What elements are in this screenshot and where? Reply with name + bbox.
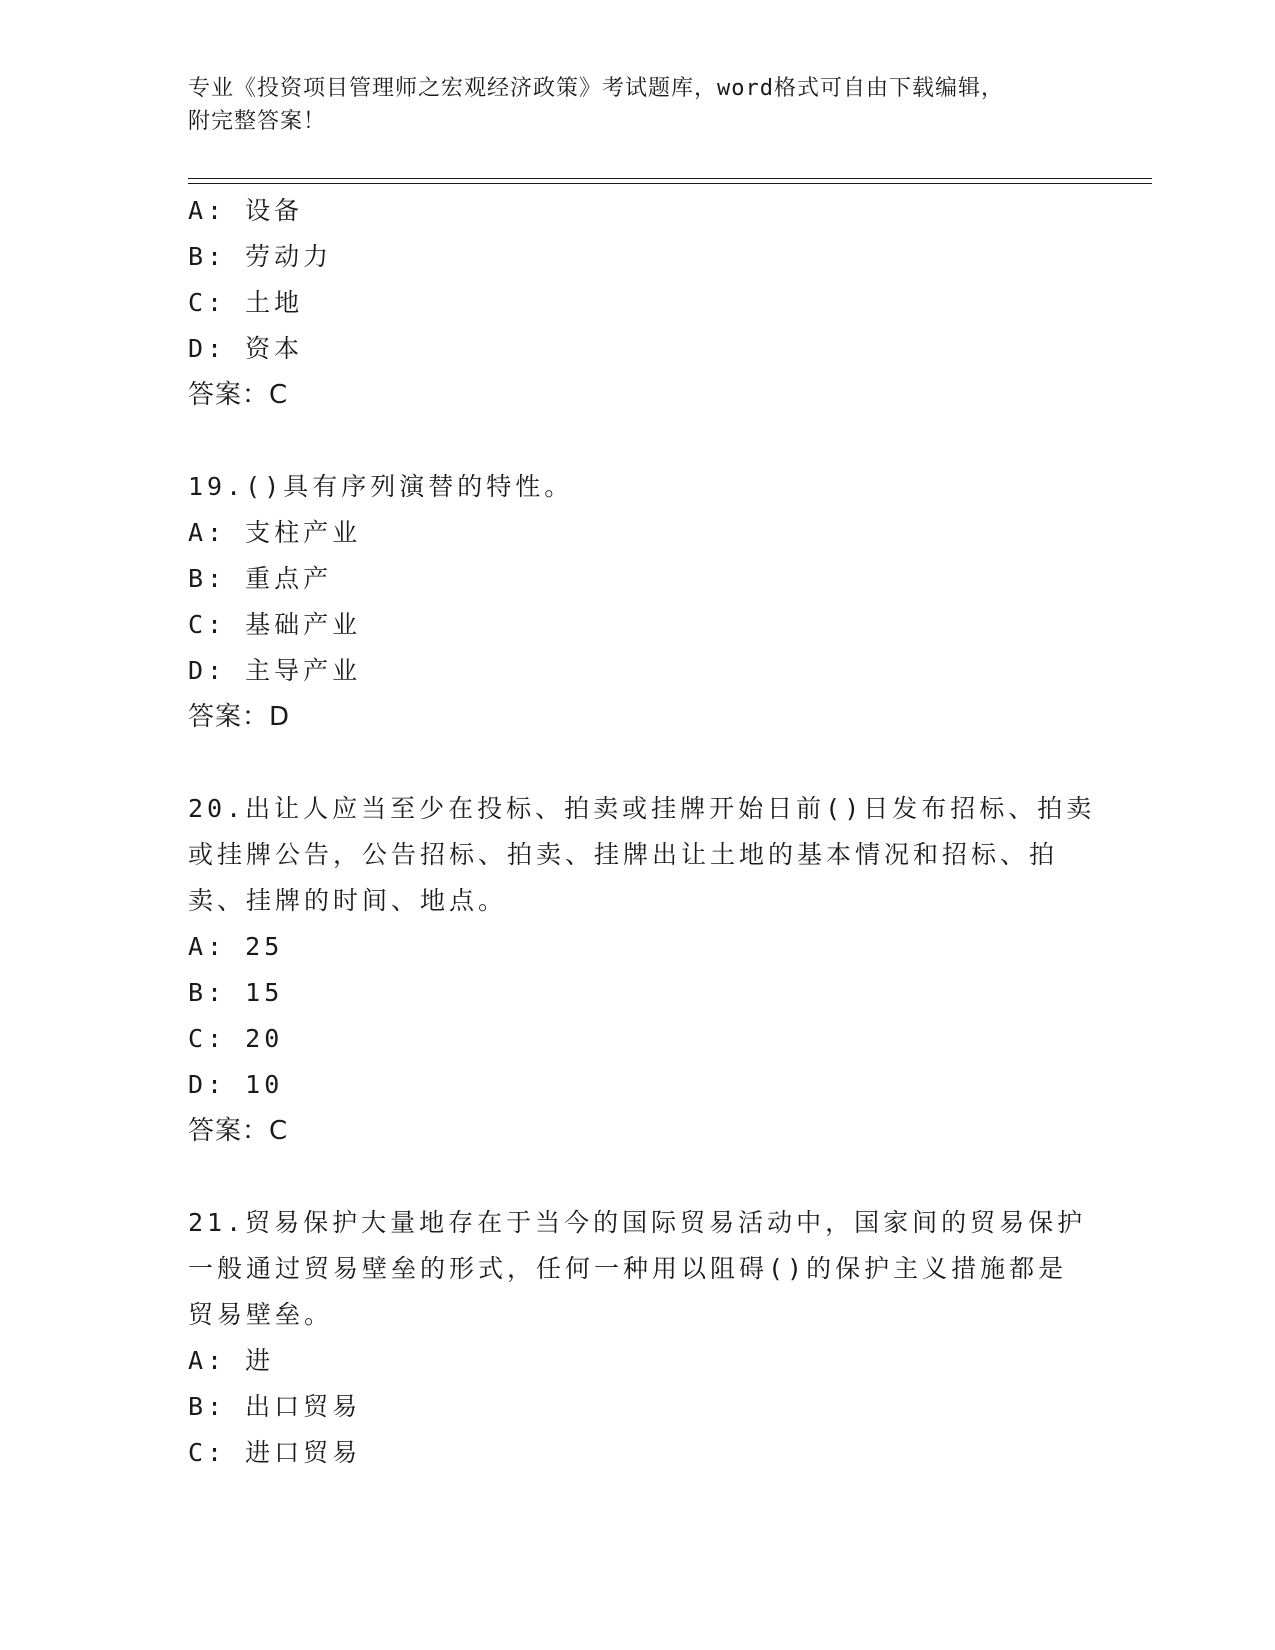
- q18-option-b: B: 劳动力: [188, 242, 333, 271]
- spacer: [188, 418, 1088, 464]
- q18-option-d: D: 资本: [188, 334, 304, 363]
- question-18-block: [188, 188, 1088, 418]
- q20-option-d: D: 10: [188, 1070, 284, 1099]
- q21-stem-line-1: 21.贸易保护大量地存在于当今的国际贸易活动中，国家间的贸易保护: [188, 1208, 1087, 1237]
- q19-option-c: C: 基础产业: [188, 610, 362, 639]
- q20-answer: 答案：C: [188, 1116, 289, 1146]
- header-title-line: 专业《投资项目管理师之宏观经济政策》考试题库，word格式可自由下载编辑，: [188, 76, 1004, 101]
- q18-option-c: C: 土地: [188, 288, 304, 317]
- header-subtitle-line: 附完整答案！: [188, 109, 327, 134]
- q18-option-a: A: 设备: [188, 196, 304, 225]
- q20-option-c: C: 20: [188, 1024, 284, 1053]
- q21-option-b: B: 出口贸易: [188, 1392, 362, 1421]
- document-header: [188, 72, 1088, 138]
- q20-option-a: A: 25: [188, 932, 284, 961]
- q20-stem-line-1: 20.出让人应当至少在投标、拍卖或挂牌开始日前()日发布招标、拍卖: [188, 794, 1096, 823]
- q19-option-d: D: 主导产业: [188, 656, 362, 685]
- question-19-block: [188, 464, 1088, 740]
- q21-option-a: A: 进: [188, 1346, 275, 1375]
- q21-option-c: C: 进口贸易: [188, 1438, 362, 1467]
- header-divider-bottom: [188, 183, 1152, 184]
- q21-stem-line-2: 一般通过贸易壁垒的形式，任何一种用以阻碍()的保护主义措施都是: [188, 1254, 1068, 1283]
- question-content: [188, 188, 1096, 1476]
- question-20-block: [188, 786, 1096, 1154]
- q19-answer: 答案：D: [188, 702, 291, 732]
- q20-stem-line-2: 或挂牌公告，公告招标、拍卖、挂牌出让土地的基本情况和招标、拍: [188, 840, 1059, 869]
- q19-stem: 19.()具有序列演替的特性。: [188, 472, 574, 501]
- q20-option-b: B: 15: [188, 978, 284, 1007]
- q19-option-a: A: 支柱产业: [188, 518, 362, 547]
- question-21-block: [188, 1200, 1088, 1476]
- q19-option-b: B: 重点产: [188, 564, 333, 593]
- q20-stem-line-3: 卖、挂牌的时间、地点。: [188, 886, 508, 915]
- q18-answer: 答案：C: [188, 380, 289, 410]
- spacer: [188, 740, 1088, 786]
- spacer: [188, 1154, 1088, 1200]
- header-divider-top: [188, 178, 1152, 179]
- q21-stem-line-3: 贸易壁垒。: [188, 1300, 334, 1329]
